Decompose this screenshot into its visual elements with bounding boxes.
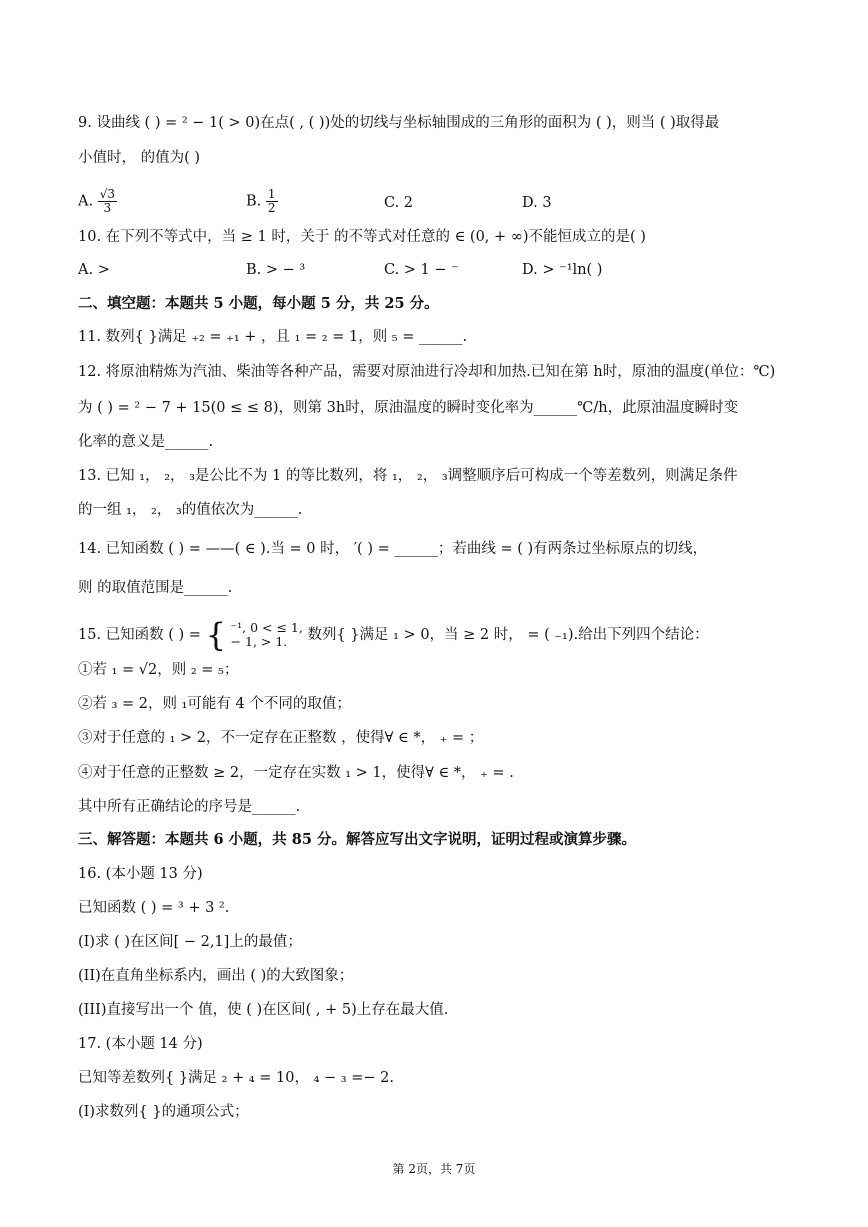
- q16-given: 已知函数 ( ) = ³ + 3 ².: [78, 900, 230, 916]
- q14-line1: 14. 已知函数 ( ) = ——( ∈ ).当 = 0 时， ′( ) = ______；若曲线 = ( )有两条过坐标原点的切线，: [78, 541, 708, 557]
- q9-option-c: C. 2: [384, 195, 414, 211]
- q11: 11. 数列{ }满足 ₊₂ = ₊₁ + ，且 ₁ = ₂ = 1，则 ₅ = ______.: [78, 329, 468, 345]
- page-footer: 第 2页，共 7页: [392, 1162, 476, 1176]
- piecewise-brace: {: [205, 616, 226, 654]
- piecewise-cases: ⁻¹, 0 < ≤ 1, − 1, > 1.: [230, 620, 303, 649]
- q9-option-a: A. $\frac{√3}{3}$: [78, 187, 115, 215]
- q14-line2: 则 的取值范围是______.: [78, 580, 233, 596]
- q9-line1: 9. 设曲线 ( ) = ² − 1( > 0)在点( , ( ))处的切线与坐标轴围成的三角形的面积为 ( )，则当 ( )取得最: [78, 115, 720, 131]
- q17-given: 已知等差数列{ }满足 ₂ + ₄ = 10， ₄ − ₃ =− 2.: [78, 1070, 394, 1086]
- q10-options: [78, 260, 798, 280]
- q15-conclusion-3: ③对于任意的 ₁ > 2，不一定存在正整数 ，使得∀ ∈ *， ₊ = ；: [78, 730, 484, 746]
- q16-heading: 16. (本小题 13 分): [78, 866, 203, 882]
- q9-option-b: B. $\frac{1}{2}$: [246, 187, 276, 215]
- q15-conclusion-2: ②若 ₃ = 2，则 ₁可能有 4 个不同的取值；: [78, 696, 351, 712]
- q10-option-a: A. >: [78, 262, 110, 278]
- q17-part-1: (I)求数列{ }的通项公式；: [78, 1104, 249, 1120]
- fraction: $\frac{1}{2}$: [267, 187, 276, 215]
- q10-option-d: D. > ⁻¹ln( ): [522, 262, 603, 278]
- q15-end: 其中所有正确结论的序号是______.: [78, 799, 301, 815]
- q17-heading: 17. (本小题 14 分): [78, 1036, 203, 1052]
- q9-line2: 小值时， 的值为( ): [78, 150, 201, 166]
- q10-option-b: B. > − ³: [246, 262, 306, 278]
- q16-part-1: (I)求 ( )在区间[ − 2,1]上的最值；: [78, 934, 302, 950]
- q9-options: [78, 188, 798, 218]
- q10-line1: 10. 在下列不等式中，当 ≥ 1 时，关于 的不等式对任意的 ∈ (0, + ∞)不能恒成立的是( ): [78, 229, 646, 245]
- q13-line1: 13. 已知 ₁， ₂， ₃是公比不为 1 的等比数列，将 ₁， ₂， ₃调整顺序后可构成一个等差数列，则满足条件: [78, 468, 738, 484]
- section-2-heading: 二、填空题：本题共 5 小题，每小题 5 分，共 25 分。: [78, 295, 439, 312]
- fraction: $\frac{√3}{3}$: [99, 187, 115, 215]
- q13-line2: 的一组 ₁， ₂， ₃的值依次为______.: [78, 502, 303, 518]
- q15-line1: 15. 已知函数 ( ) = { ⁻¹, 0 < ≤ 1, − 1, > 1. 数列{ }满足 ₁ > 0，当 ≥ 2 时， = ( ₋₁).给出下列四个结论：: [78, 616, 709, 654]
- q12-line1: 12. 将原油精炼为汽油、柴油等各种产品，需要对原油进行冷却和加热.已知在第 h时，原油的温度(单位：℃): [78, 364, 776, 380]
- q16-part-3: (III)直接写出一个 值，使 ( )在区间( , + 5)上存在最大值.: [78, 1002, 449, 1018]
- q9-option-d: D. 3: [522, 195, 552, 211]
- q16-part-2: (II)在直角坐标系内，画出 ( )的大致图象；: [78, 968, 354, 984]
- q12-line3: 化率的意义是______.: [78, 434, 214, 450]
- q15-conclusion-4: ④对于任意的正整数 ≥ 2，一定存在实数 ₁ > 1，使得∀ ∈ *， ₊ = .: [78, 765, 514, 781]
- section-3-heading: 三、解答题：本题共 6 小题，共 85 分。解答应写出文字说明，证明过程或演算步骤。: [78, 831, 636, 848]
- q12-line2: 为 ( ) = ² − 7 + 15(0 ≤ ≤ 8)，则第 3h时，原油温度的瞬时变化率为______℃/h，此原油温度瞬时变: [78, 400, 739, 416]
- q15-conclusion-1: ①若 ₁ = √2，则 ₂ = ₅；: [78, 662, 239, 678]
- q10-option-c: C. > 1 − ⁻: [384, 262, 459, 278]
